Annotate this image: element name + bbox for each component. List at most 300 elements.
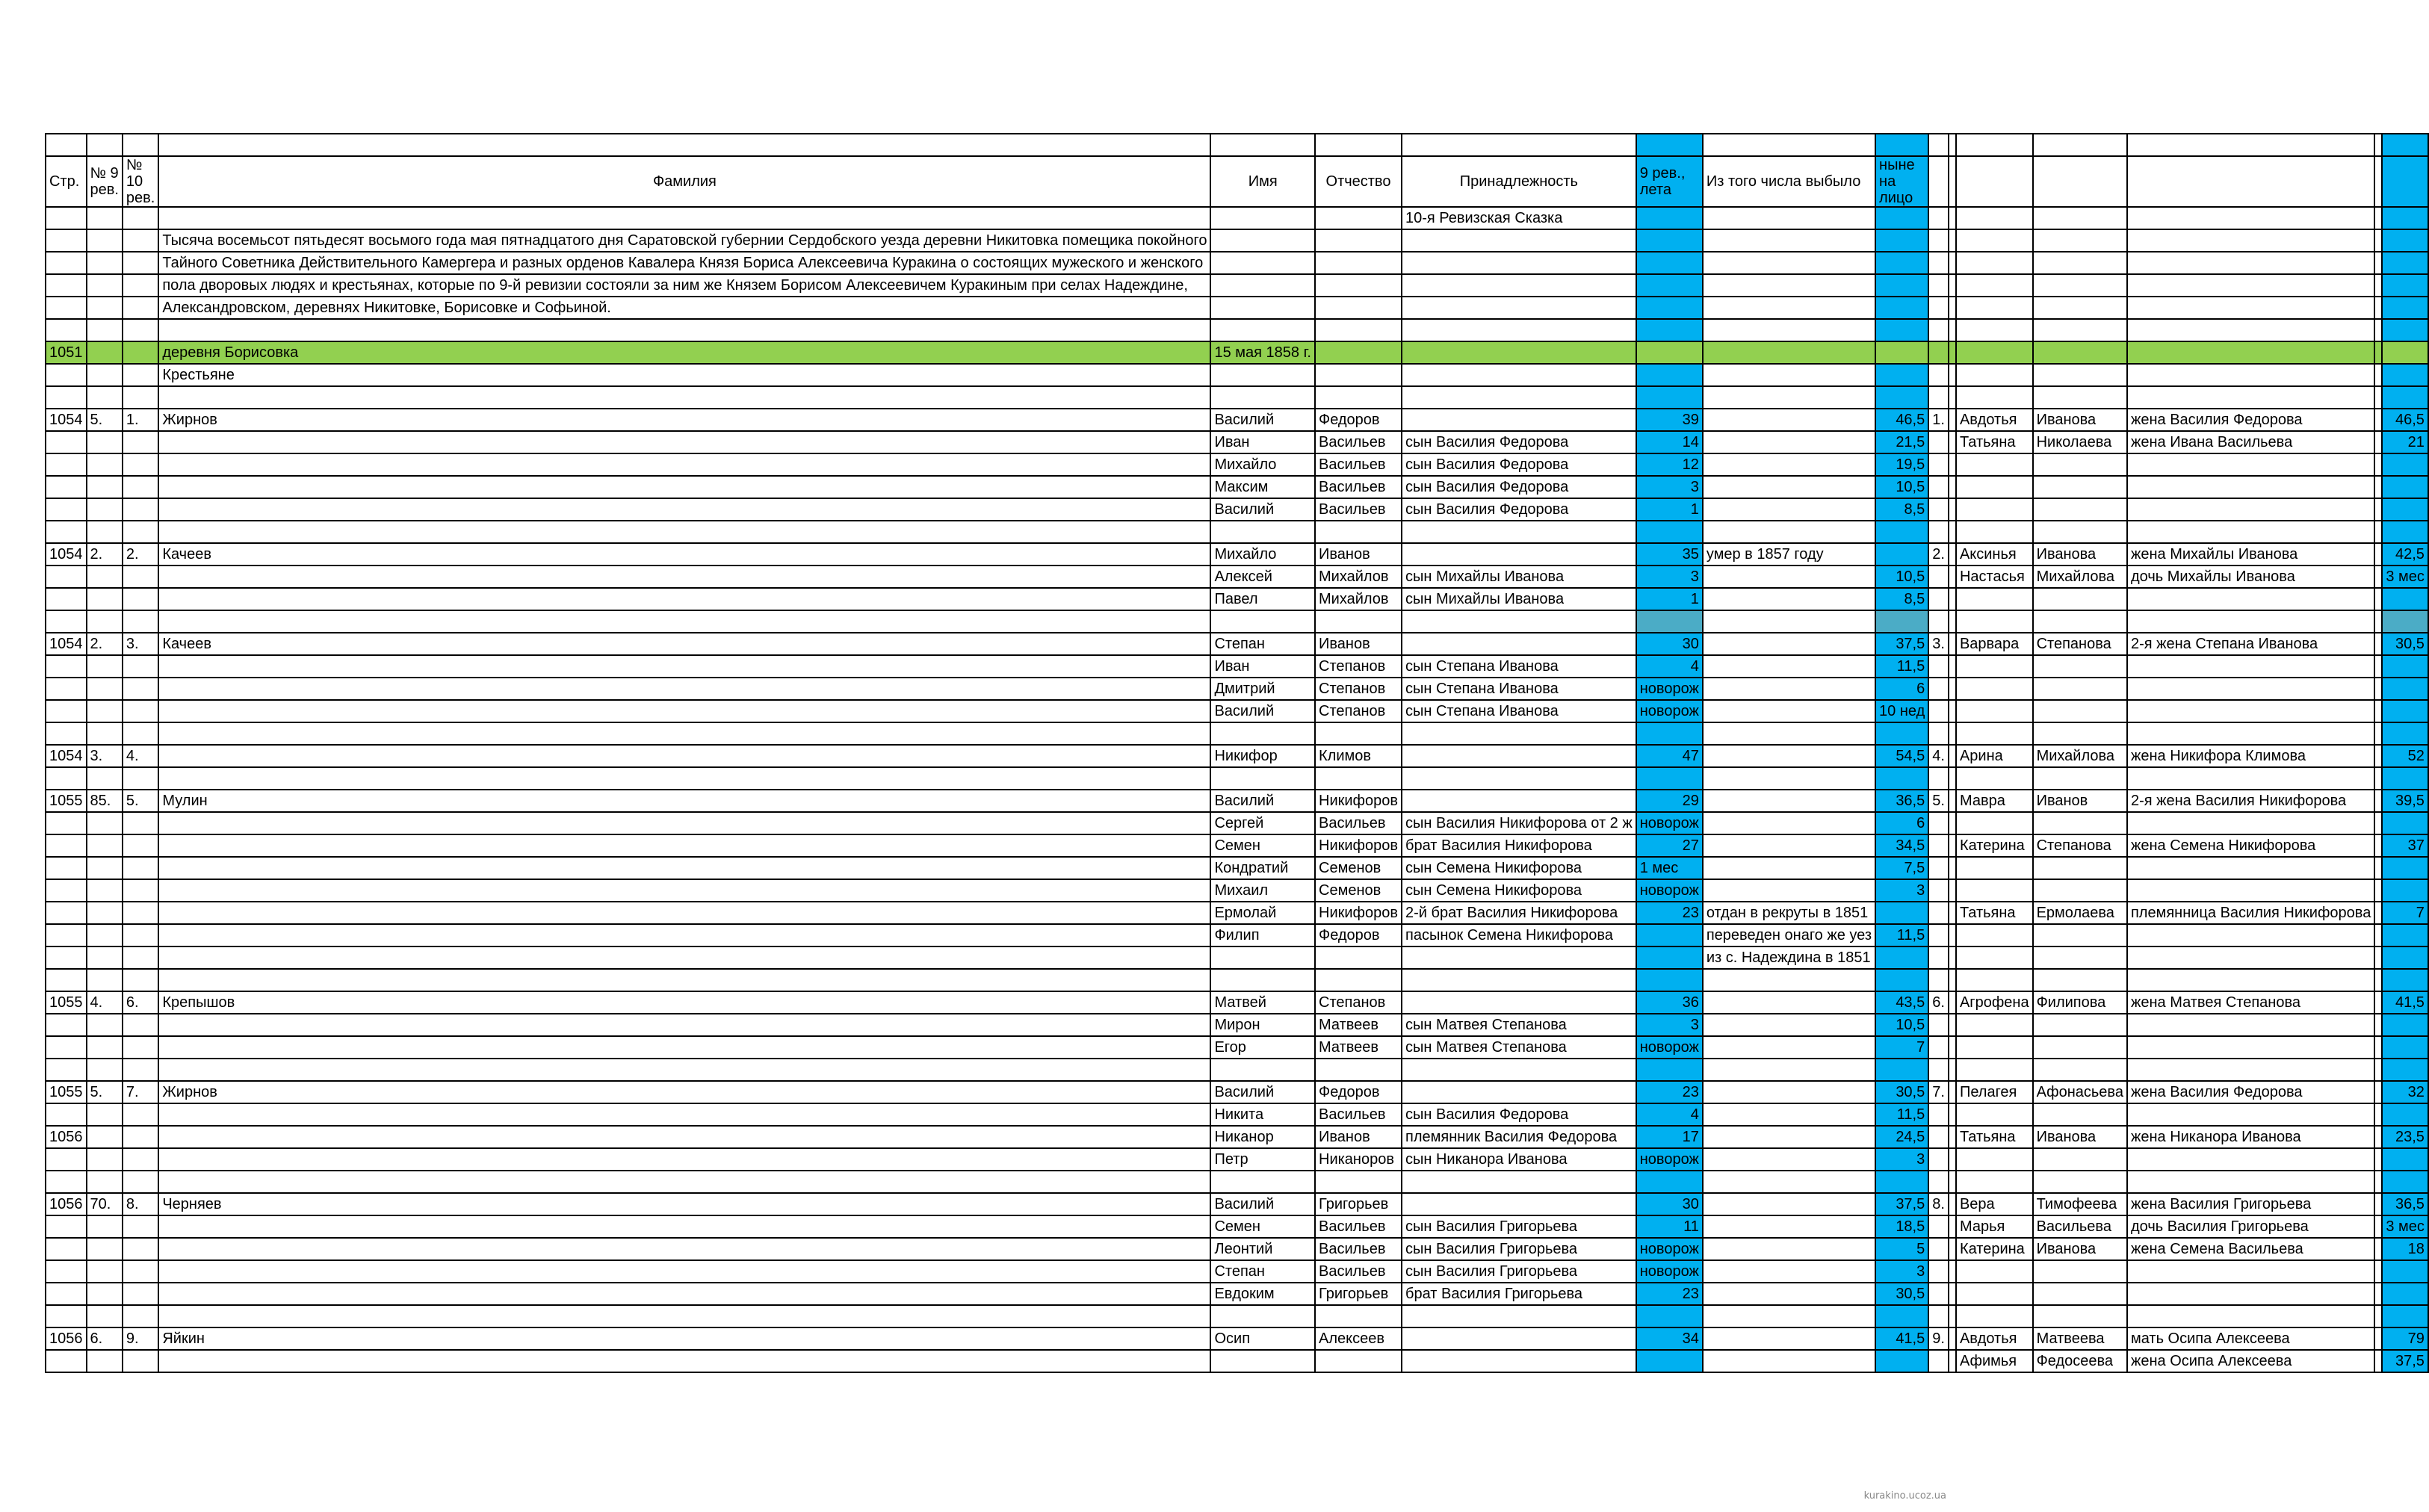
female-number-cell	[1928, 655, 1949, 678]
female-name-cell	[1956, 700, 2033, 722]
female-number-cell	[1928, 1014, 1949, 1036]
female-name-cell	[1956, 1014, 2033, 1036]
rev9-cell	[87, 1103, 123, 1126]
rev9-cell	[87, 453, 123, 476]
name-cell: Михаил	[1210, 879, 1315, 902]
now-age-cell: 7	[1875, 1036, 1928, 1059]
patronymic-cell: Семенов	[1315, 879, 1402, 902]
name-cell: Никифор	[1210, 745, 1315, 767]
female-patronymic-cell	[2033, 857, 2127, 879]
female-relation-cell: жена Василия Федорова	[2127, 409, 2374, 431]
female-relation-cell	[2127, 1283, 2374, 1305]
age9-cell: 47	[1636, 745, 1703, 767]
age9-cell: 30	[1636, 1193, 1703, 1215]
female-number-cell	[1928, 700, 1949, 722]
dropped-cell	[1703, 566, 1875, 588]
rev10-cell	[123, 1350, 158, 1372]
female-name-cell	[1956, 498, 2033, 521]
female-patronymic-cell: Тимофеева	[2033, 1193, 2127, 1215]
age9-cell: новорож	[1636, 1036, 1703, 1059]
name-cell	[1210, 946, 1315, 969]
female-age-cell: 18	[2382, 1238, 2428, 1260]
belonging-cell: сын Василия Федорова	[1402, 453, 1636, 476]
dropped-cell	[1703, 1036, 1875, 1059]
female-patronymic-cell: Степанова	[2033, 834, 2127, 857]
female-age-cell: 39,5	[2382, 790, 2428, 812]
rev10-cell	[123, 588, 158, 610]
patronymic-cell: Васильев	[1315, 1260, 1402, 1283]
person-row	[46, 1193, 2428, 1215]
now-age-cell: 30,5	[1875, 1283, 1928, 1305]
dropped-cell	[1703, 1260, 1875, 1283]
rev9-cell	[87, 566, 123, 588]
belonging-cell	[1402, 1081, 1636, 1103]
page-cell	[46, 1350, 87, 1372]
dropped-cell	[1703, 879, 1875, 902]
female-number-cell	[1928, 946, 1949, 969]
empty-row	[46, 319, 2428, 341]
name-cell: Сергей	[1210, 812, 1315, 834]
female-age-cell	[2382, 700, 2428, 722]
page-cell: 1054	[46, 745, 87, 767]
female-number-cell	[1928, 1238, 1949, 1260]
female-name-cell: Мавра	[1956, 790, 2033, 812]
dropped-cell	[1703, 1014, 1875, 1036]
female-number-cell: 4.	[1928, 745, 1949, 767]
surname-cell	[158, 678, 1210, 700]
surname-cell	[158, 902, 1210, 924]
belonging-cell: сын Михайлы Иванова	[1402, 588, 1636, 610]
female-patronymic-cell: Иванов	[2033, 790, 2127, 812]
female-relation-cell	[2127, 700, 2374, 722]
rev10-cell: 2.	[123, 543, 158, 566]
dropped-cell	[1703, 678, 1875, 700]
rev9-cell	[87, 431, 123, 453]
now-age-cell: 10,5	[1875, 1014, 1928, 1036]
now-age-cell	[1875, 946, 1928, 969]
female-name-cell	[1956, 1148, 2033, 1171]
female-age-cell: 23,5	[2382, 1126, 2428, 1148]
patronymic-cell: Никифоров	[1315, 834, 1402, 857]
now-age-cell: 43,5	[1875, 991, 1928, 1014]
page-cell	[46, 1036, 87, 1059]
rev9-cell: 4.	[87, 991, 123, 1014]
patronymic-cell: Васильев	[1315, 498, 1402, 521]
female-number-cell	[1928, 1283, 1949, 1305]
female-age-cell	[2382, 1260, 2428, 1283]
female-name-cell	[1956, 857, 2033, 879]
village-name: деревня Борисовка	[158, 341, 1210, 364]
rev9-cell: 70.	[87, 1193, 123, 1215]
female-relation-cell	[2127, 879, 2374, 902]
rev9-cell	[87, 834, 123, 857]
rev10-cell	[123, 812, 158, 834]
page-cell	[46, 453, 87, 476]
name-cell: Семен	[1210, 834, 1315, 857]
female-age-cell	[2382, 678, 2428, 700]
female-patronymic-cell	[2033, 1148, 2127, 1171]
female-age-cell	[2382, 1103, 2428, 1126]
name-cell: Михайло	[1210, 453, 1315, 476]
surname-cell	[158, 924, 1210, 946]
dropped-cell	[1703, 476, 1875, 498]
patronymic-cell: Матвеев	[1315, 1014, 1402, 1036]
header-patronymic: Отчество	[1315, 156, 1402, 207]
person-row	[46, 431, 2428, 453]
female-age-cell	[2382, 588, 2428, 610]
female-patronymic-cell	[2033, 1283, 2127, 1305]
age9-cell: новорож	[1636, 812, 1703, 834]
female-patronymic-cell	[2033, 1036, 2127, 1059]
now-age-cell: 7,5	[1875, 857, 1928, 879]
female-age-cell	[2382, 1014, 2428, 1036]
name-cell: Иван	[1210, 431, 1315, 453]
page-cell	[46, 924, 87, 946]
age9-cell: 23	[1636, 1081, 1703, 1103]
belonging-cell	[1402, 543, 1636, 566]
female-age-cell	[2382, 476, 2428, 498]
now-age-cell: 3	[1875, 879, 1928, 902]
person-row	[46, 1327, 2428, 1350]
belonging-cell: сын Василия Никифорова от 2 ж	[1402, 812, 1636, 834]
header-surname: Фамилия	[158, 156, 1210, 207]
dropped-cell	[1703, 1238, 1875, 1260]
surname-cell	[158, 1126, 1210, 1148]
belonging-cell: племянник Василия Федорова	[1402, 1126, 1636, 1148]
surname-cell: Качеев	[158, 543, 1210, 566]
female-number-cell: 6.	[1928, 991, 1949, 1014]
empty-row	[46, 767, 2428, 790]
female-name-cell	[1956, 655, 2033, 678]
rev10-cell	[123, 498, 158, 521]
belonging-cell: брат Василия Григорьева	[1402, 1283, 1636, 1305]
rev10-cell	[123, 924, 158, 946]
page-cell	[46, 902, 87, 924]
female-name-cell: Татьяна	[1956, 431, 2033, 453]
female-patronymic-cell	[2033, 924, 2127, 946]
now-age-cell: 34,5	[1875, 834, 1928, 857]
age9-cell: новорож	[1636, 700, 1703, 722]
female-relation-cell	[2127, 857, 2374, 879]
header-name: Имя	[1210, 156, 1315, 207]
age9-cell: 17	[1636, 1126, 1703, 1148]
page-cell	[46, 1103, 87, 1126]
female-patronymic-cell	[2033, 1260, 2127, 1283]
rev9-cell	[87, 1126, 123, 1148]
name-cell: Филип	[1210, 924, 1315, 946]
patronymic-cell: Михайлов	[1315, 588, 1402, 610]
belonging-cell	[1402, 409, 1636, 431]
person-row	[46, 991, 2428, 1014]
page-cell	[46, 431, 87, 453]
female-patronymic-cell	[2033, 946, 2127, 969]
rev9-cell	[87, 946, 123, 969]
rev9-cell	[87, 857, 123, 879]
top-empty-row	[46, 134, 2428, 156]
patronymic-cell: Никаноров	[1315, 1148, 1402, 1171]
header-dropped: Из того числа выбыло	[1703, 156, 1875, 207]
female-relation-cell: жена Семена Никифорова	[2127, 834, 2374, 857]
class-label: Крестьяне	[158, 364, 1210, 386]
female-patronymic-cell: Федосеева	[2033, 1350, 2127, 1372]
surname-cell	[158, 1103, 1210, 1126]
dropped-cell: умер в 1857 году	[1703, 543, 1875, 566]
female-name-cell: Пелагея	[1956, 1081, 2033, 1103]
surname-cell	[158, 946, 1210, 969]
female-number-cell	[1928, 1215, 1949, 1238]
age9-cell: 30	[1636, 633, 1703, 655]
female-number-cell: 1.	[1928, 409, 1949, 431]
rev10-cell	[123, 1014, 158, 1036]
now-age-cell: 30,5	[1875, 1081, 1928, 1103]
page-cell: 1054	[46, 633, 87, 655]
surname-cell: Крепышов	[158, 991, 1210, 1014]
name-cell: Мирон	[1210, 1014, 1315, 1036]
age9-cell: 1 мес	[1636, 857, 1703, 879]
dropped-cell	[1703, 588, 1875, 610]
rev10-cell	[123, 1283, 158, 1305]
dropped-cell	[1703, 1193, 1875, 1215]
rev10-cell	[123, 834, 158, 857]
rev9-cell: 2.	[87, 543, 123, 566]
page-cell	[46, 498, 87, 521]
patronymic-cell: Васильев	[1315, 476, 1402, 498]
rev10-cell	[123, 1036, 158, 1059]
female-age-cell	[2382, 498, 2428, 521]
person-row	[46, 902, 2428, 924]
person-row	[46, 1260, 2428, 1283]
surname-cell: Черняев	[158, 1193, 1210, 1215]
rev9-cell	[87, 1238, 123, 1260]
female-age-cell: 52	[2382, 745, 2428, 767]
rev10-cell: 4.	[123, 745, 158, 767]
surname-cell	[158, 1014, 1210, 1036]
belonging-cell: сын Семена Никифорова	[1402, 879, 1636, 902]
now-age-cell: 11,5	[1875, 924, 1928, 946]
dropped-cell: отдан в рекруты в 1851	[1703, 902, 1875, 924]
surname-cell: Жирнов	[158, 1081, 1210, 1103]
patronymic-cell: Иванов	[1315, 633, 1402, 655]
female-age-cell	[2382, 1036, 2428, 1059]
female-name-cell	[1956, 1103, 2033, 1126]
rev10-cell	[123, 476, 158, 498]
belonging-cell: сын Василия Федорова	[1402, 498, 1636, 521]
name-cell: Василий	[1210, 790, 1315, 812]
empty-row	[46, 386, 2428, 409]
dropped-cell	[1703, 1103, 1875, 1126]
patronymic-cell: Михайлов	[1315, 566, 1402, 588]
age9-cell: 36	[1636, 991, 1703, 1014]
person-row	[46, 498, 2428, 521]
intro-line-row	[46, 297, 2428, 319]
age9-cell: 3	[1636, 566, 1703, 588]
surname-cell	[158, 1215, 1210, 1238]
female-name-cell: Аксинья	[1956, 543, 2033, 566]
female-age-cell: 37,5	[2382, 1350, 2428, 1372]
surname-cell	[158, 834, 1210, 857]
belonging-cell: сын Никанора Иванова	[1402, 1148, 1636, 1171]
person-row	[46, 1238, 2428, 1260]
intro-line-row	[46, 274, 2428, 297]
female-age-cell	[2382, 879, 2428, 902]
age9-cell: новорож	[1636, 879, 1703, 902]
female-age-cell: 21	[2382, 431, 2428, 453]
page-cell	[46, 655, 87, 678]
age9-cell: 29	[1636, 790, 1703, 812]
female-relation-cell	[2127, 924, 2374, 946]
rev9-cell	[87, 1148, 123, 1171]
rev10-cell	[123, 453, 158, 476]
female-age-cell	[2382, 1283, 2428, 1305]
female-relation-cell	[2127, 588, 2374, 610]
female-patronymic-cell: Иванова	[2033, 543, 2127, 566]
person-row	[46, 700, 2428, 722]
female-name-cell	[1956, 588, 2033, 610]
female-name-cell	[1956, 946, 2033, 969]
female-patronymic-cell: Иванова	[2033, 1126, 2127, 1148]
rev10-cell	[123, 566, 158, 588]
surname-cell	[158, 1260, 1210, 1283]
belonging-cell: сын Семена Никифорова	[1402, 857, 1636, 879]
patronymic-cell: Степанов	[1315, 991, 1402, 1014]
person-row	[46, 1283, 2428, 1305]
belonging-cell: сын Василия Григорьева	[1402, 1215, 1636, 1238]
name-cell: Никита	[1210, 1103, 1315, 1126]
surname-cell	[158, 588, 1210, 610]
person-row	[46, 543, 2428, 566]
now-age-cell: 41,5	[1875, 1327, 1928, 1350]
female-name-cell: Марья	[1956, 1215, 2033, 1238]
female-patronymic-cell	[2033, 1014, 2127, 1036]
rev10-cell	[123, 700, 158, 722]
page-cell	[46, 946, 87, 969]
female-name-cell: Афимья	[1956, 1350, 2033, 1372]
female-age-cell: 42,5	[2382, 543, 2428, 566]
page-cell: 1054	[46, 543, 87, 566]
female-relation-cell	[2127, 812, 2374, 834]
female-patronymic-cell: Михайлова	[2033, 566, 2127, 588]
patronymic-cell: Федоров	[1315, 924, 1402, 946]
census-table	[45, 133, 2429, 1373]
person-row	[46, 834, 2428, 857]
person-row	[46, 678, 2428, 700]
female-number-cell: 9.	[1928, 1327, 1949, 1350]
now-age-cell: 37,5	[1875, 1193, 1928, 1215]
female-name-cell	[1956, 453, 2033, 476]
female-relation-cell	[2127, 1014, 2374, 1036]
now-age-cell	[1875, 1350, 1928, 1372]
page-cell	[46, 834, 87, 857]
female-patronymic-cell	[2033, 498, 2127, 521]
female-number-cell	[1928, 857, 1949, 879]
female-number-cell	[1928, 1350, 1949, 1372]
now-age-cell: 10 нед	[1875, 700, 1928, 722]
intro-line-4: Александровском, деревнях Никитовке, Борисовке и Софьиной.	[158, 297, 1210, 319]
dropped-cell	[1703, 1126, 1875, 1148]
person-row	[46, 588, 2428, 610]
rev9-cell	[87, 588, 123, 610]
patronymic-cell: Григорьев	[1315, 1193, 1402, 1215]
rev9-cell: 6.	[87, 1327, 123, 1350]
female-name-cell: Катерина	[1956, 834, 2033, 857]
now-age-cell: 8,5	[1875, 588, 1928, 610]
name-cell: Осип	[1210, 1327, 1315, 1350]
name-cell: Василий	[1210, 1081, 1315, 1103]
female-relation-cell	[2127, 453, 2374, 476]
empty-row	[46, 722, 2428, 745]
age9-cell	[1636, 1350, 1703, 1372]
patronymic-cell: Васильев	[1315, 1103, 1402, 1126]
female-name-cell: Настасья	[1956, 566, 2033, 588]
name-cell: Дмитрий	[1210, 678, 1315, 700]
header-belonging: Принадлежность	[1402, 156, 1636, 207]
female-relation-cell: 2-я жена Василия Никифорова	[2127, 790, 2374, 812]
page-cell: 1056	[46, 1126, 87, 1148]
rev9-cell	[87, 1260, 123, 1283]
person-row	[46, 879, 2428, 902]
name-cell: Егор	[1210, 1036, 1315, 1059]
patronymic-cell: Климов	[1315, 745, 1402, 767]
name-cell: Матвей	[1210, 991, 1315, 1014]
patronymic-cell: Федоров	[1315, 1081, 1402, 1103]
name-cell: Иван	[1210, 655, 1315, 678]
rev10-cell	[123, 946, 158, 969]
female-number-cell	[1928, 588, 1949, 610]
female-number-cell	[1928, 476, 1949, 498]
person-row	[46, 745, 2428, 767]
surname-cell	[158, 700, 1210, 722]
page-cell	[46, 857, 87, 879]
surname-cell: Качеев	[158, 633, 1210, 655]
female-patronymic-cell	[2033, 588, 2127, 610]
intro-line-3: пола дворовых людях и крестьянах, которые по 9-й ревизии состояли за ним же Князем Борисом Алексеевичем Куракиным при селах Надеждине,	[158, 274, 1210, 297]
dropped-cell	[1703, 745, 1875, 767]
rev10-cell: 3.	[123, 633, 158, 655]
empty-row	[46, 969, 2428, 991]
patronymic-cell: Степанов	[1315, 678, 1402, 700]
female-name-cell	[1956, 812, 2033, 834]
female-relation-cell	[2127, 476, 2374, 498]
name-cell: Кондратий	[1210, 857, 1315, 879]
age9-cell: новорож	[1636, 1238, 1703, 1260]
belonging-cell: сын Василия Федорова	[1402, 431, 1636, 453]
page-cell	[46, 879, 87, 902]
rev9-cell: 2.	[87, 633, 123, 655]
female-age-cell: 7	[2382, 902, 2428, 924]
now-age-cell	[1875, 543, 1928, 566]
female-relation-cell	[2127, 1036, 2374, 1059]
surname-cell	[158, 655, 1210, 678]
dropped-cell: из с. Надеждина в 1851	[1703, 946, 1875, 969]
page-cell	[46, 1215, 87, 1238]
name-cell: Василий	[1210, 1193, 1315, 1215]
name-cell: Михайло	[1210, 543, 1315, 566]
belonging-cell: сын Василия Григорьева	[1402, 1260, 1636, 1283]
female-relation-cell: 2-я жена Степана Иванова	[2127, 633, 2374, 655]
patronymic-cell: Никифоров	[1315, 902, 1402, 924]
age9-cell: 39	[1636, 409, 1703, 431]
belonging-cell: сын Степана Иванова	[1402, 700, 1636, 722]
age9-cell: новорож	[1636, 1260, 1703, 1283]
rev9-cell	[87, 1215, 123, 1238]
rev10-cell: 8.	[123, 1193, 158, 1215]
name-cell: Ермолай	[1210, 902, 1315, 924]
female-age-cell	[2382, 946, 2428, 969]
rev10-cell	[123, 1148, 158, 1171]
page-cell: 1055	[46, 1081, 87, 1103]
belonging-cell: сын Василия Федорова	[1402, 476, 1636, 498]
female-patronymic-cell	[2033, 476, 2127, 498]
